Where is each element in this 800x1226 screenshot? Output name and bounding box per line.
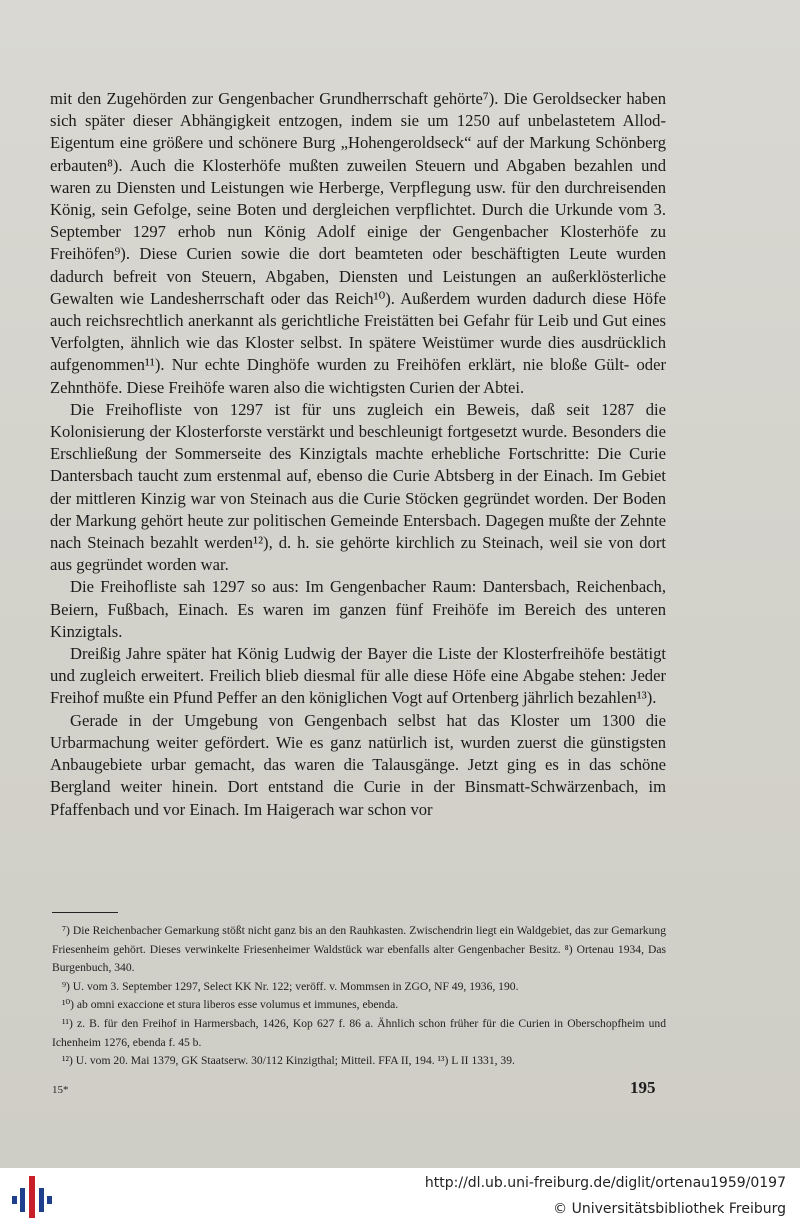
footnote: ¹¹) z. B. für den Freihof in Harmersbach, 1426, Kop 627 f. 86 a. Ähnlich schon früher für die Curien in Oberschopfheim und Ichenheim 1276, ebenda f. 45 b. bbox=[52, 1016, 666, 1049]
page-number: 195 bbox=[630, 1078, 656, 1097]
paragraph: Die Freihofliste sah 1297 so aus: Im Gengenbacher Raum: Dantersbach, Reichenbach, Beiern, Fußbach, Einach. Es waren im ganzen fünf Freihöfe im Bereich des unteren Kinzigtals. bbox=[50, 577, 666, 641]
ub-freiburg-logo-icon bbox=[10, 1174, 54, 1220]
footnote: ⁷) Die Reichenbacher Gemarkung stößt nicht ganz bis an den Rauhkasten. Zwischendrin liegt ein Waldgebiet, das zur Gemarkung Friesenheim gehört. Dieses verwinkelte Friesenheimer Waldstück war ebenfalls alter Gengenbacher Besitz. ⁸) Ortenau 1934, Das Burgenbuch, 340. bbox=[52, 924, 666, 975]
permalink-link[interactable]: http://dl.ub.uni-freiburg.de/diglit/ortenau1959/0197 bbox=[424, 1175, 786, 1191]
signature-mark: 15* bbox=[52, 1084, 69, 1096]
footnote: ⁹) U. vom 3. September 1297, Select KK Nr. 122; veröff. v. Mommsen in ZGO, NF 49, 1936, 190. bbox=[62, 979, 519, 993]
footnotes bbox=[52, 922, 666, 1071]
paragraph: Die Freihofliste von 1297 ist für uns zugleich ein Beweis, daß seit 1287 die Kolonisierung der Klosterforste verstärkt und beschleunigt fortgesetzt wurde. Besonders die Erschließung der Sommerseite des Kinzigtals machte erhebliche Fortschritte: Die Curie Dantersbach taucht zum erstenmal auf, ebenso die Curie Abtsberg in der Einach. Im Gebiet der mittleren Kinzig war von Steinach aus die Curie Stöcken gegründet worden. Der Boden der Markung gehört heute zur politischen Gemeinde Entersbach. Dagegen mußte der Zehnte nach Steinach bezahlt werden¹²), d. h. sie gehörte kirchlich zu Steinach, weil sie von dort aus gegründet worden war. bbox=[50, 399, 666, 575]
paragraph: mit den Zugehörden zur Gengenbacher Grundherrschaft gehörte⁷). Die Geroldsecker haben sich später dieser Abhängigkeit entzogen, indem sie um 1250 auf unbelastetem Allod-Eigentum eine größere und schönere Burg „Hohengeroldseck“ auf der Markung Schönberg erbauten⁸). Auch die Klosterhöfe mußten zuweilen Steuern und Abgaben bezahlen und waren zu Diensten und Leistungen wie Herberge, Verpflegung usw. für den durchreisenden König, sein Gefolge, seine Boten und dergleichen verpflichtet. Durch die Urkunde vom 3. September 1297 erhob nun König Adolf einige der Gengenbacher Klosterhöfe zu Freihöfen⁹). Diese Curien sowie die dort beamteten oder beschäftigten Leute wurden dadurch befreit von Steuern, Abgaben, Diensten und Leistungen an außerklösterliche Gewalten wie Landesherrschaft oder das Reich¹⁰). Außerdem wurden dadurch diese Höfe auch reichsrechtlich anerkannt als gerichtliche Freistätten bei Gefahr für Leib und Gut eines Verfolgten, ähnlich wie das Kloster selbst. In spätere Weistümer wurde dies ausdrücklich aufgenommen¹¹). Nur echte Dinghöfe wurden zu Freihöfen erklärt, nie bloße Gült- oder Zehnthöfe. Diese Freihöfe waren also die wichtigsten Curien der Abtei. bbox=[50, 89, 666, 397]
library-footer bbox=[0, 1168, 800, 1226]
footnote: ¹²) U. vom 20. Mai 1379, GK Staatserw. 30/112 Kinzigthal; Mitteil. FFA II, 194. ¹³) L II 1331, 39. bbox=[62, 1054, 515, 1068]
footnote: ¹⁰) ab omni exaccione et stura liberos esse volumus et immunes, ebenda. bbox=[62, 998, 399, 1012]
footnote-separator bbox=[52, 912, 118, 913]
copyright-notice: © Universitätsbibliothek Freiburg bbox=[553, 1201, 786, 1217]
body-text bbox=[50, 88, 666, 821]
paragraph: Dreißig Jahre später hat König Ludwig der Bayer die Liste der Klosterfreihöfe bestätigt und zugleich erweitert. Freilich blieb diesmal für alle diese Höfe eine Abgabe stehen: Jeder Freihof mußte ein Pfund Peffer an den königlichen Vogt auf Ortenberg jährlich bezahlen¹³). bbox=[50, 644, 666, 708]
paragraph: Gerade in der Umgebung von Gengenbach selbst hat das Kloster um 1300 die Urbarmachung weiter gefördert. Wie es ganz natürlich ist, wurden zuerst die günstigsten Anbaugebiete urbar gemacht, das waren die Talausgänge. Jetzt ging es in das schöne Bergland weiter hinein. Dort entstand die Curie in der Binsmatt-Schwärzenbach, im Pfaffenbach und vor Einach. Im Haigerach war schon vor bbox=[50, 710, 666, 819]
